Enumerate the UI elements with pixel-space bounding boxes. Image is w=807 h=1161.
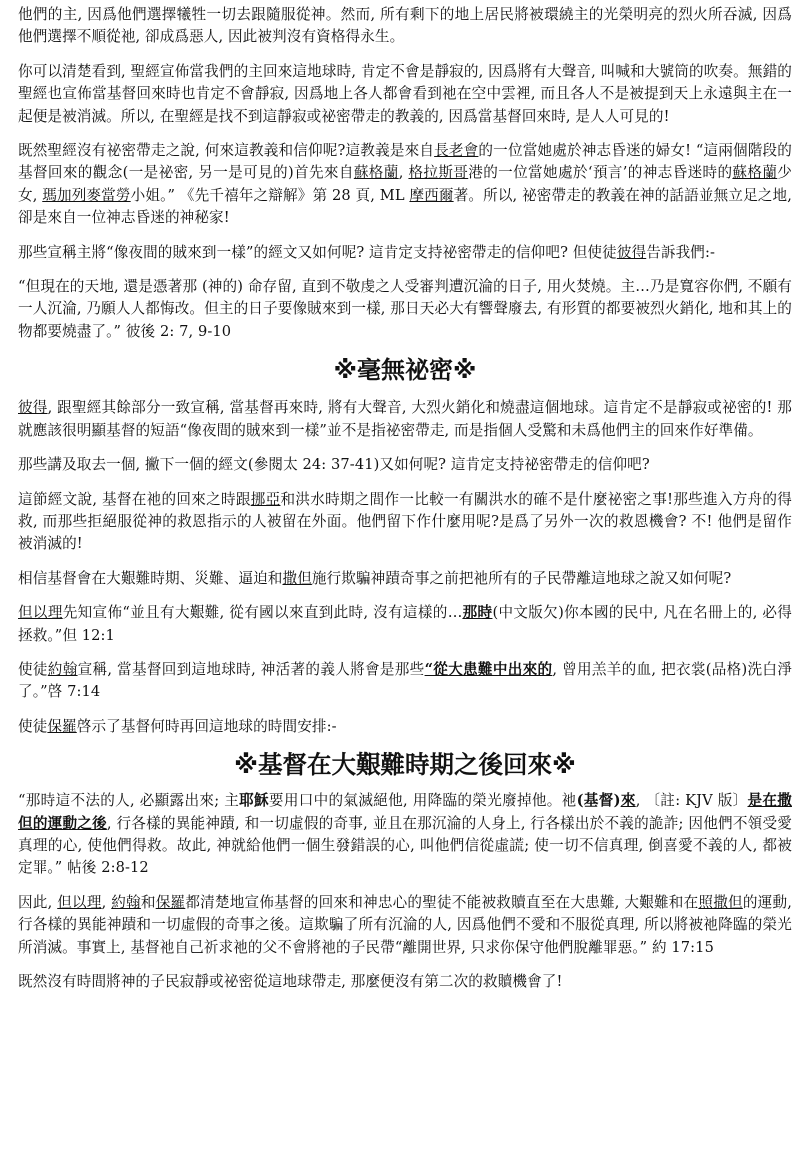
underlined-term: 格拉斯哥	[408, 164, 469, 182]
underlined-term: 瑪加列麥當勞	[42, 186, 131, 204]
text-run: , 跟聖經其餘部分一致宣稱, 當基督再來時, 將有大聲音, 大烈火銷化和燒盡這個地球。這肯定不是靜寂或祕密的! 那就應該很明顯基督的短語“像夜間的賊來到一樣”並不是指祕密帶走, 而是指個人受驚和未爲他們主的回來作好準備。	[18, 399, 792, 439]
paragraph-4	[18, 242, 792, 264]
underlined-term: 約翰	[47, 660, 78, 678]
underlined-term: 保羅	[155, 893, 186, 911]
underlined-term: 彼得	[18, 399, 48, 417]
underlined-term: 但以理	[57, 893, 102, 911]
text-run: 使徒	[18, 660, 48, 678]
paragraph-10	[18, 602, 792, 647]
text-run: 的一位當她處於神志昏迷的婦女! “這兩個階段的基督回來的觀念(一是祕密, 另一是可見的)首先來自	[18, 142, 792, 182]
underlined-term: 保羅	[47, 717, 77, 735]
underlined-term: 約翰	[111, 893, 141, 911]
underlined-term: 挪亞	[250, 490, 281, 508]
text-run: ,	[398, 164, 409, 182]
paragraph-1: 他們的主, 因爲他們選擇犧牲一切去跟隨服從神。然而, 所有剩下的地上居民將被環繞主的光榮明亮的烈火所吞滅, 因爲他們選擇不順從祂, 卻成爲惡人, 因此被判沒有資格得永生。	[18, 6, 792, 46]
text-run: 啓示了基督何時再回這地球的時間安排:-	[76, 717, 337, 735]
text-run: 少女,	[18, 164, 792, 204]
section-heading-after-tribulation: ※基督在大艱難時期之後回來※	[234, 750, 576, 780]
text-run: , 〔註: KJV 版〕	[635, 792, 748, 810]
underlined-term: 撒但	[282, 569, 312, 587]
text-run: 既然聖經沒有祕密帶走之說, 何來這教義和信仰呢?這教義是來自	[18, 142, 435, 160]
text-run: 因此,	[18, 893, 58, 911]
text-run: 這節經文說, 基督在祂的回來之時跟	[18, 490, 251, 508]
text-run: , 曾用羔羊的血, 把衣裳(品格)洗白淨了。”啓 7:14	[18, 660, 793, 701]
paragraph-14	[18, 892, 792, 959]
underlined-bold-term: 來	[620, 792, 636, 810]
underlined-bold-term: “從大患難中出來的	[424, 660, 553, 678]
underlined-term: 摩西爾	[409, 186, 454, 204]
text-run: 施行欺騙神蹟奇事之前把祂所有的子民帶離這地球之說又如何呢?	[311, 569, 732, 587]
text-run: 港的一位當她處於‘預言’的神志昏迷時的	[468, 164, 733, 182]
bold-term: (基督)	[576, 792, 621, 810]
paragraph-7: 那些講及取去一個, 撇下一個的經文(參閱太 24: 37-41)又如何呢? 這肯定支持祕密帶走的信仰吧?	[18, 456, 650, 474]
underlined-term: 蘇格蘭	[732, 164, 778, 182]
underlined-bold-term: 那時	[462, 604, 493, 622]
underlined-bold-term: 是在撒但的運動之後	[18, 792, 792, 832]
paragraph-9	[18, 568, 792, 590]
paragraph-6	[18, 397, 792, 442]
text-run: 小姐。” 《先千禧年之辯解》第 28 頁, ML	[130, 186, 410, 204]
text-run: “那時這不法的人, 必顯露出來; 主	[18, 792, 240, 810]
text-run: 和	[140, 893, 156, 911]
paragraph-12	[18, 716, 792, 738]
paragraph-15: 既然沒有時間將神的子民寂靜或祕密從這地球帶走, 那麼便沒有第二次的救贖機會了!	[18, 973, 563, 990]
underlined-term: 長老會	[434, 142, 479, 160]
text-run: 都清楚地宣佈基督的回來和神忠心的聖徒不能被救贖直至在大患難, 大艱難和在	[185, 893, 699, 911]
bold-term: 耶穌	[239, 792, 269, 810]
paragraph-3	[18, 140, 792, 230]
underlined-term: 彼得	[616, 243, 647, 261]
paragraph-2: 你可以清楚看到, 聖經宣佈當我們的主回來這地球時, 肯定不會是靜寂的, 因爲將有大聲音, 叫喊和大號筒的吹奏。無錯的聖經也宣佈當基督回來時也肯定不會靜寂, 因爲地上各人都會看到祂在空中雲裡, 而且各人不是被提到天上永遠與主在一起便是被消滅。所以, 在聖經是找不到這靜寂或祕密帶走的教義的, 因爲當基督回來時, 是人人可見的!	[18, 62, 792, 125]
text-run: 著。所以, 祕密帶走的教義在神的話語並無立足之地, 卻是來自一位神志昏迷的神秘家!	[18, 186, 793, 227]
text-run: (中文版欠)你本國的民中, 凡在名冊上的, 必得拯救。”但 12:1	[18, 604, 792, 644]
text-run: 那些宣稱主將“像夜間的賊來到一樣”的經文又如何呢? 這肯定支持祕密帶走的信仰吧? 但使徒	[18, 243, 617, 261]
paragraph-11	[18, 659, 792, 704]
text-run: 宣稱, 當基督回到這地球時, 神活著的義人將會是那些	[77, 660, 425, 678]
text-run: , 行各樣的異能神蹟, 和一切虛假的奇事, 並且在那沉淪的人身上, 行各樣出於不義的詭詐; 因他們不領受愛真理的心, 使他們得救。故此, 神就給他們一個生發錯誤的心, 叫他們信從虛謊; 使一切不信真理, 倒喜愛不義的人, 都被定罪。” 帖後 2:8-12	[18, 814, 792, 877]
text-run: 要用口中的氣滅絕他, 用降臨的榮光廢掉他。祂	[268, 792, 577, 810]
paragraph-8	[18, 489, 792, 556]
text-run: ,	[101, 893, 112, 911]
underlined-term: 照撒但	[698, 893, 743, 911]
document-page	[18, 4, 792, 1005]
text-run: 告訴我們:-	[646, 243, 716, 261]
underlined-term: 但以理	[18, 604, 63, 622]
text-run: 先知宣佈“並且有大艱難, 從有國以來直到此時, 沒有這樣的…	[62, 604, 463, 622]
section-heading-no-secret: ※毫無祕密※	[333, 356, 477, 385]
paragraph-5-quote: “但現在的天地, 還是憑著那 (神的) 命存留, 直到不敬虔之人受審判遭沉淪的日子, 用火焚燒。主…乃是寬容你們, 不願有一人沉淪, 乃願人人都悔改。但主的日子要像賊來到一樣, 那日天必大有響聲廢去, 有形質的都要被烈火銷化, 地和其上的物都要燒盡了。” 彼後 2: 7, 9-10	[18, 278, 792, 340]
text-run: 使徒	[18, 717, 48, 735]
underlined-term: 蘇格蘭	[353, 164, 399, 182]
text-run: 相信基督會在大艱難時期、災難、逼迫和	[18, 569, 283, 587]
text-run: 的運動, 行各樣的異能神蹟和一切虛假的奇事之後。這欺騙了所有沉淪的人, 因爲他們不愛和不服從真理, 所以將被祂降臨的榮光所消滅。事實上, 基督祂自己祈求祂的父不會將祂的子民帶“離開世界, 只求你保守他們脫離罪惡。” 約 17:15	[18, 893, 792, 956]
text-run: 和洪水時期之間作一比較一有關洪水的確不是什麼祕密之事!那些進入方舟的得救, 而那些拒絕服從神的救恩指示的人被留在外面。他們留下作什麼用呢?是爲了另外一次的救恩機會? 不! 他們是留作被消滅的!	[18, 490, 792, 553]
paragraph-13-quote	[18, 790, 792, 880]
